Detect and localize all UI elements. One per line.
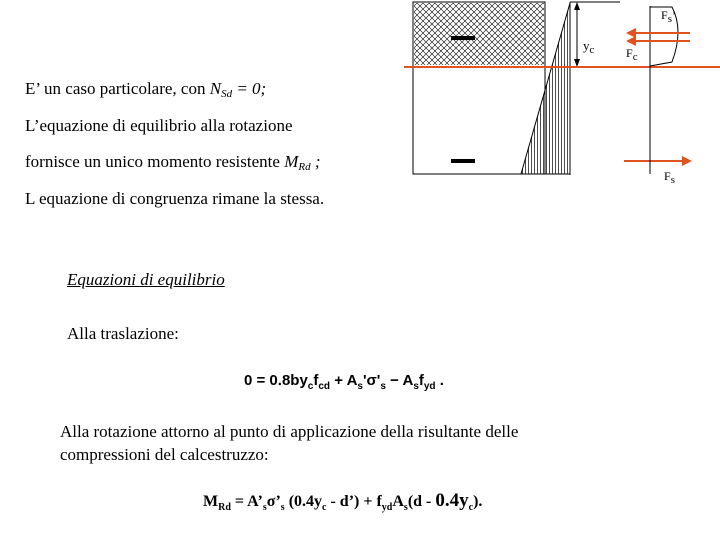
rotation-text-2: compressioni del calcestruzzo: [60, 445, 269, 464]
fs-prime-label: Fs’ [661, 8, 676, 25]
translation-equation: $0 = 0.8by_cf_{cd} + A_s'\sigma'_s - A_sf_{yd}$ . [244, 372, 444, 392]
rotation-text-1: Alla rotazione attorno al punto di applicazione della risultante delle [60, 422, 519, 441]
compressed-reinforcement-bar [451, 36, 475, 40]
text-line-1: E’ un caso particolare, con $N_{Sd} = 0$; [25, 79, 267, 100]
fs-label: Fs [664, 169, 675, 186]
text-line-3: fornisce un unico momento resistente $M_{Rd}$ ; [25, 152, 321, 173]
text-line-4: L equazione di congruenza rimane la stessa. [25, 189, 325, 208]
tensile-reinforcement-bar [451, 159, 475, 163]
yc-label: $y_c$ [583, 38, 595, 56]
compressed-zone-hatch [414, 3, 544, 65]
rotation-equation: $M_{Rd}$ = $A’_s\sigma’_s$ ($0.4y_c$ - d’) + $f_{yd}A_s(d - 0.4y_c)$. [203, 490, 483, 514]
equilibrium-equations-link[interactable]: Equazioni di equilibrio [67, 270, 225, 289]
fc-label: Fc [626, 46, 638, 63]
translation-heading: Alla traslazione: [67, 324, 179, 343]
text-line-2: L’equazione di equilibrio alla rotazione [25, 116, 293, 135]
